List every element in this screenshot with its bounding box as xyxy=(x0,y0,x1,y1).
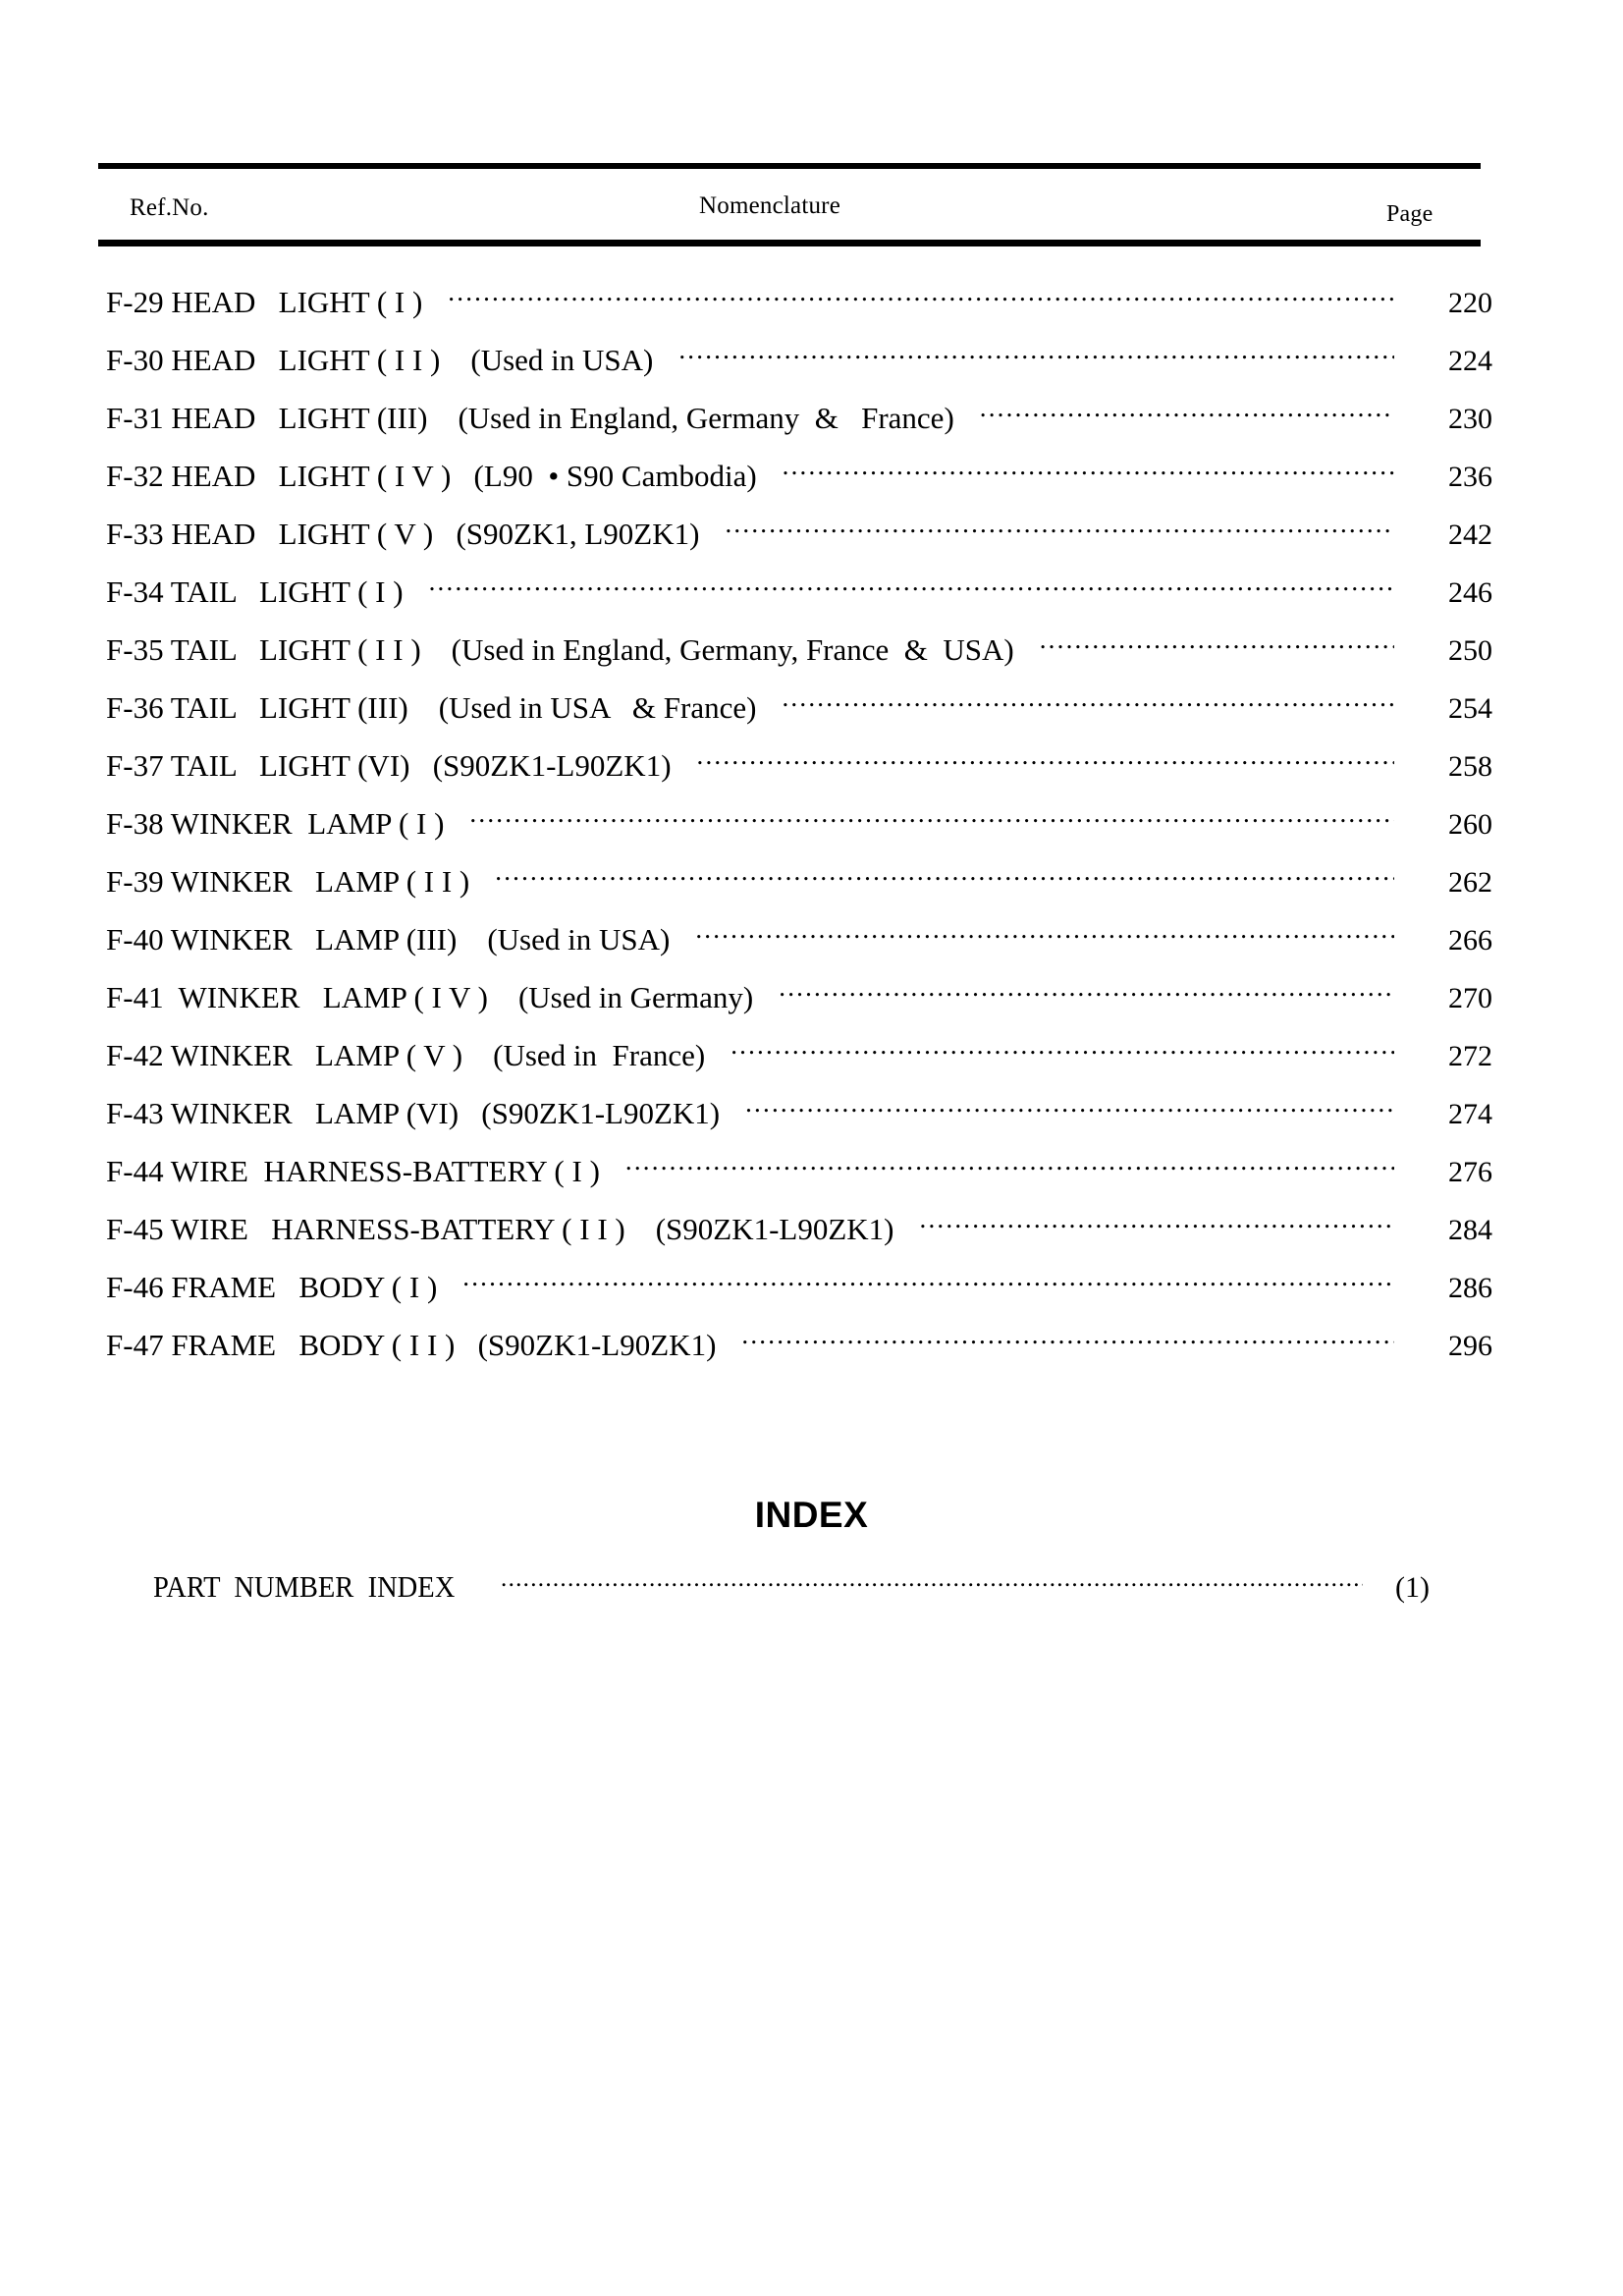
toc-entry-page: 284 xyxy=(1448,1214,1492,1246)
toc-entry-title: F-42 WINKER LAMP ( V ) (Used in France) xyxy=(106,1038,706,1072)
dot-leader xyxy=(730,1050,1394,1066)
toc-entry-title: F-31 HEAD LIGHT (III) (Used in England, Germany & France) xyxy=(106,401,954,435)
toc-entry-page: 262 xyxy=(1448,866,1492,899)
toc-row[interactable] xyxy=(98,924,1492,982)
toc-entry-title: F-32 HEAD LIGHT ( I V ) (L90 • S90 Cambodia) xyxy=(106,459,757,493)
toc-row[interactable] xyxy=(98,1040,1492,1098)
dot-leader xyxy=(448,297,1394,312)
column-header-ref-no: Ref.No. xyxy=(130,194,209,221)
toc-row[interactable] xyxy=(98,1098,1492,1156)
dot-leader xyxy=(625,1166,1394,1181)
toc-entry-page: 276 xyxy=(1448,1156,1492,1188)
toc-row[interactable] xyxy=(98,866,1492,924)
toc-entry-title: F-46 FRAME BODY ( I ) xyxy=(106,1270,438,1304)
toc-row[interactable] xyxy=(98,1156,1492,1214)
table-header xyxy=(98,163,1481,246)
dot-leader xyxy=(695,934,1394,950)
dot-leader xyxy=(462,1282,1394,1297)
toc-row[interactable] xyxy=(98,287,1492,345)
toc-row[interactable] xyxy=(98,519,1492,576)
toc-entry-title: F-37 TAIL LIGHT (VI) (S90ZK1-L90ZK1) xyxy=(106,748,672,783)
table-of-contents-list xyxy=(98,287,1492,1388)
toc-entry-page: 286 xyxy=(1448,1272,1492,1304)
dot-leader xyxy=(741,1339,1394,1355)
toc-entry-title: F-41 WINKER LAMP ( I V ) (Used in Germany) xyxy=(106,980,754,1014)
dot-leader xyxy=(697,760,1394,776)
toc-row[interactable] xyxy=(98,1330,1492,1388)
dot-leader xyxy=(779,992,1394,1008)
toc-entry-title: F-45 WIRE HARNESS-BATTERY ( I I ) (S90ZK1-L90ZK1) xyxy=(106,1212,894,1246)
dot-leader xyxy=(745,1108,1394,1123)
toc-entry-title: F-40 WINKER LAMP (III) (Used in USA) xyxy=(106,922,671,957)
toc-row[interactable] xyxy=(98,1214,1492,1272)
toc-entry-title: F-29 HEAD LIGHT ( I ) xyxy=(106,285,423,319)
dot-leader xyxy=(1040,644,1394,660)
toc-entry-title: F-35 TAIL LIGHT ( I I ) (Used in England, Germany, France & USA) xyxy=(106,632,1014,667)
toc-entry-page: 258 xyxy=(1448,750,1492,783)
toc-row[interactable] xyxy=(98,345,1492,403)
dot-leader xyxy=(782,702,1394,718)
dot-leader xyxy=(469,818,1394,834)
toc-entry-page: 266 xyxy=(1448,924,1492,957)
toc-row[interactable] xyxy=(98,808,1492,866)
dot-leader xyxy=(920,1224,1394,1239)
dot-leader xyxy=(501,1581,1363,1597)
toc-entry-page: 220 xyxy=(1448,287,1492,319)
toc-row[interactable] xyxy=(98,403,1492,461)
toc-entry-title: F-36 TAIL LIGHT (III) (Used in USA & France) xyxy=(106,690,757,725)
dot-leader xyxy=(495,876,1394,892)
toc-entry-title: F-47 FRAME BODY ( I I ) (S90ZK1-L90ZK1) xyxy=(106,1328,717,1362)
column-header-nomenclature: Nomenclature xyxy=(699,192,841,219)
toc-row[interactable] xyxy=(98,634,1492,692)
toc-entry-page: 274 xyxy=(1448,1098,1492,1130)
toc-entry-title: F-39 WINKER LAMP ( I I ) xyxy=(106,864,470,899)
index-entry-row[interactable] xyxy=(153,1571,1430,1603)
toc-entry-title: F-44 WIRE HARNESS-BATTERY ( I ) xyxy=(106,1154,600,1188)
toc-entry-page: 260 xyxy=(1448,808,1492,841)
toc-row[interactable] xyxy=(98,692,1492,750)
toc-row[interactable] xyxy=(98,750,1492,808)
dot-leader xyxy=(429,586,1394,602)
toc-entry-page: 236 xyxy=(1448,461,1492,493)
toc-entry-page: 224 xyxy=(1448,345,1492,377)
dot-leader xyxy=(678,355,1394,370)
toc-entry-page: 272 xyxy=(1448,1040,1492,1072)
toc-entry-page: 270 xyxy=(1448,982,1492,1014)
index-entry-page: (1) xyxy=(1395,1571,1430,1604)
toc-entry-title: F-33 HEAD LIGHT ( V ) (S90ZK1, L90ZK1) xyxy=(106,517,700,551)
toc-row[interactable] xyxy=(98,576,1492,634)
toc-entry-page: 246 xyxy=(1448,576,1492,609)
toc-entry-title: F-34 TAIL LIGHT ( I ) xyxy=(106,574,404,609)
dot-leader xyxy=(783,470,1394,486)
index-section-heading: INDEX xyxy=(754,1495,869,1535)
toc-row[interactable] xyxy=(98,461,1492,519)
toc-entry-page: 250 xyxy=(1448,634,1492,667)
toc-entry-page: 242 xyxy=(1448,519,1492,551)
index-entry-label: PART NUMBER INDEX xyxy=(153,1569,456,1604)
dot-leader xyxy=(725,528,1394,544)
toc-entry-page: 254 xyxy=(1448,692,1492,725)
column-header-page: Page xyxy=(1386,201,1434,227)
header-labels-row xyxy=(98,169,1481,240)
toc-entry-page: 296 xyxy=(1448,1330,1492,1362)
toc-entry-title: F-43 WINKER LAMP (VI) (S90ZK1-L90ZK1) xyxy=(106,1096,721,1130)
dot-leader xyxy=(980,412,1394,428)
toc-entry-title: F-38 WINKER LAMP ( I ) xyxy=(106,806,445,841)
toc-entry-title: F-30 HEAD LIGHT ( I I ) (Used in USA) xyxy=(106,343,654,377)
toc-entry-page: 230 xyxy=(1448,403,1492,435)
header-bottom-rule xyxy=(98,240,1481,246)
toc-row[interactable] xyxy=(98,1272,1492,1330)
toc-row[interactable] xyxy=(98,982,1492,1040)
